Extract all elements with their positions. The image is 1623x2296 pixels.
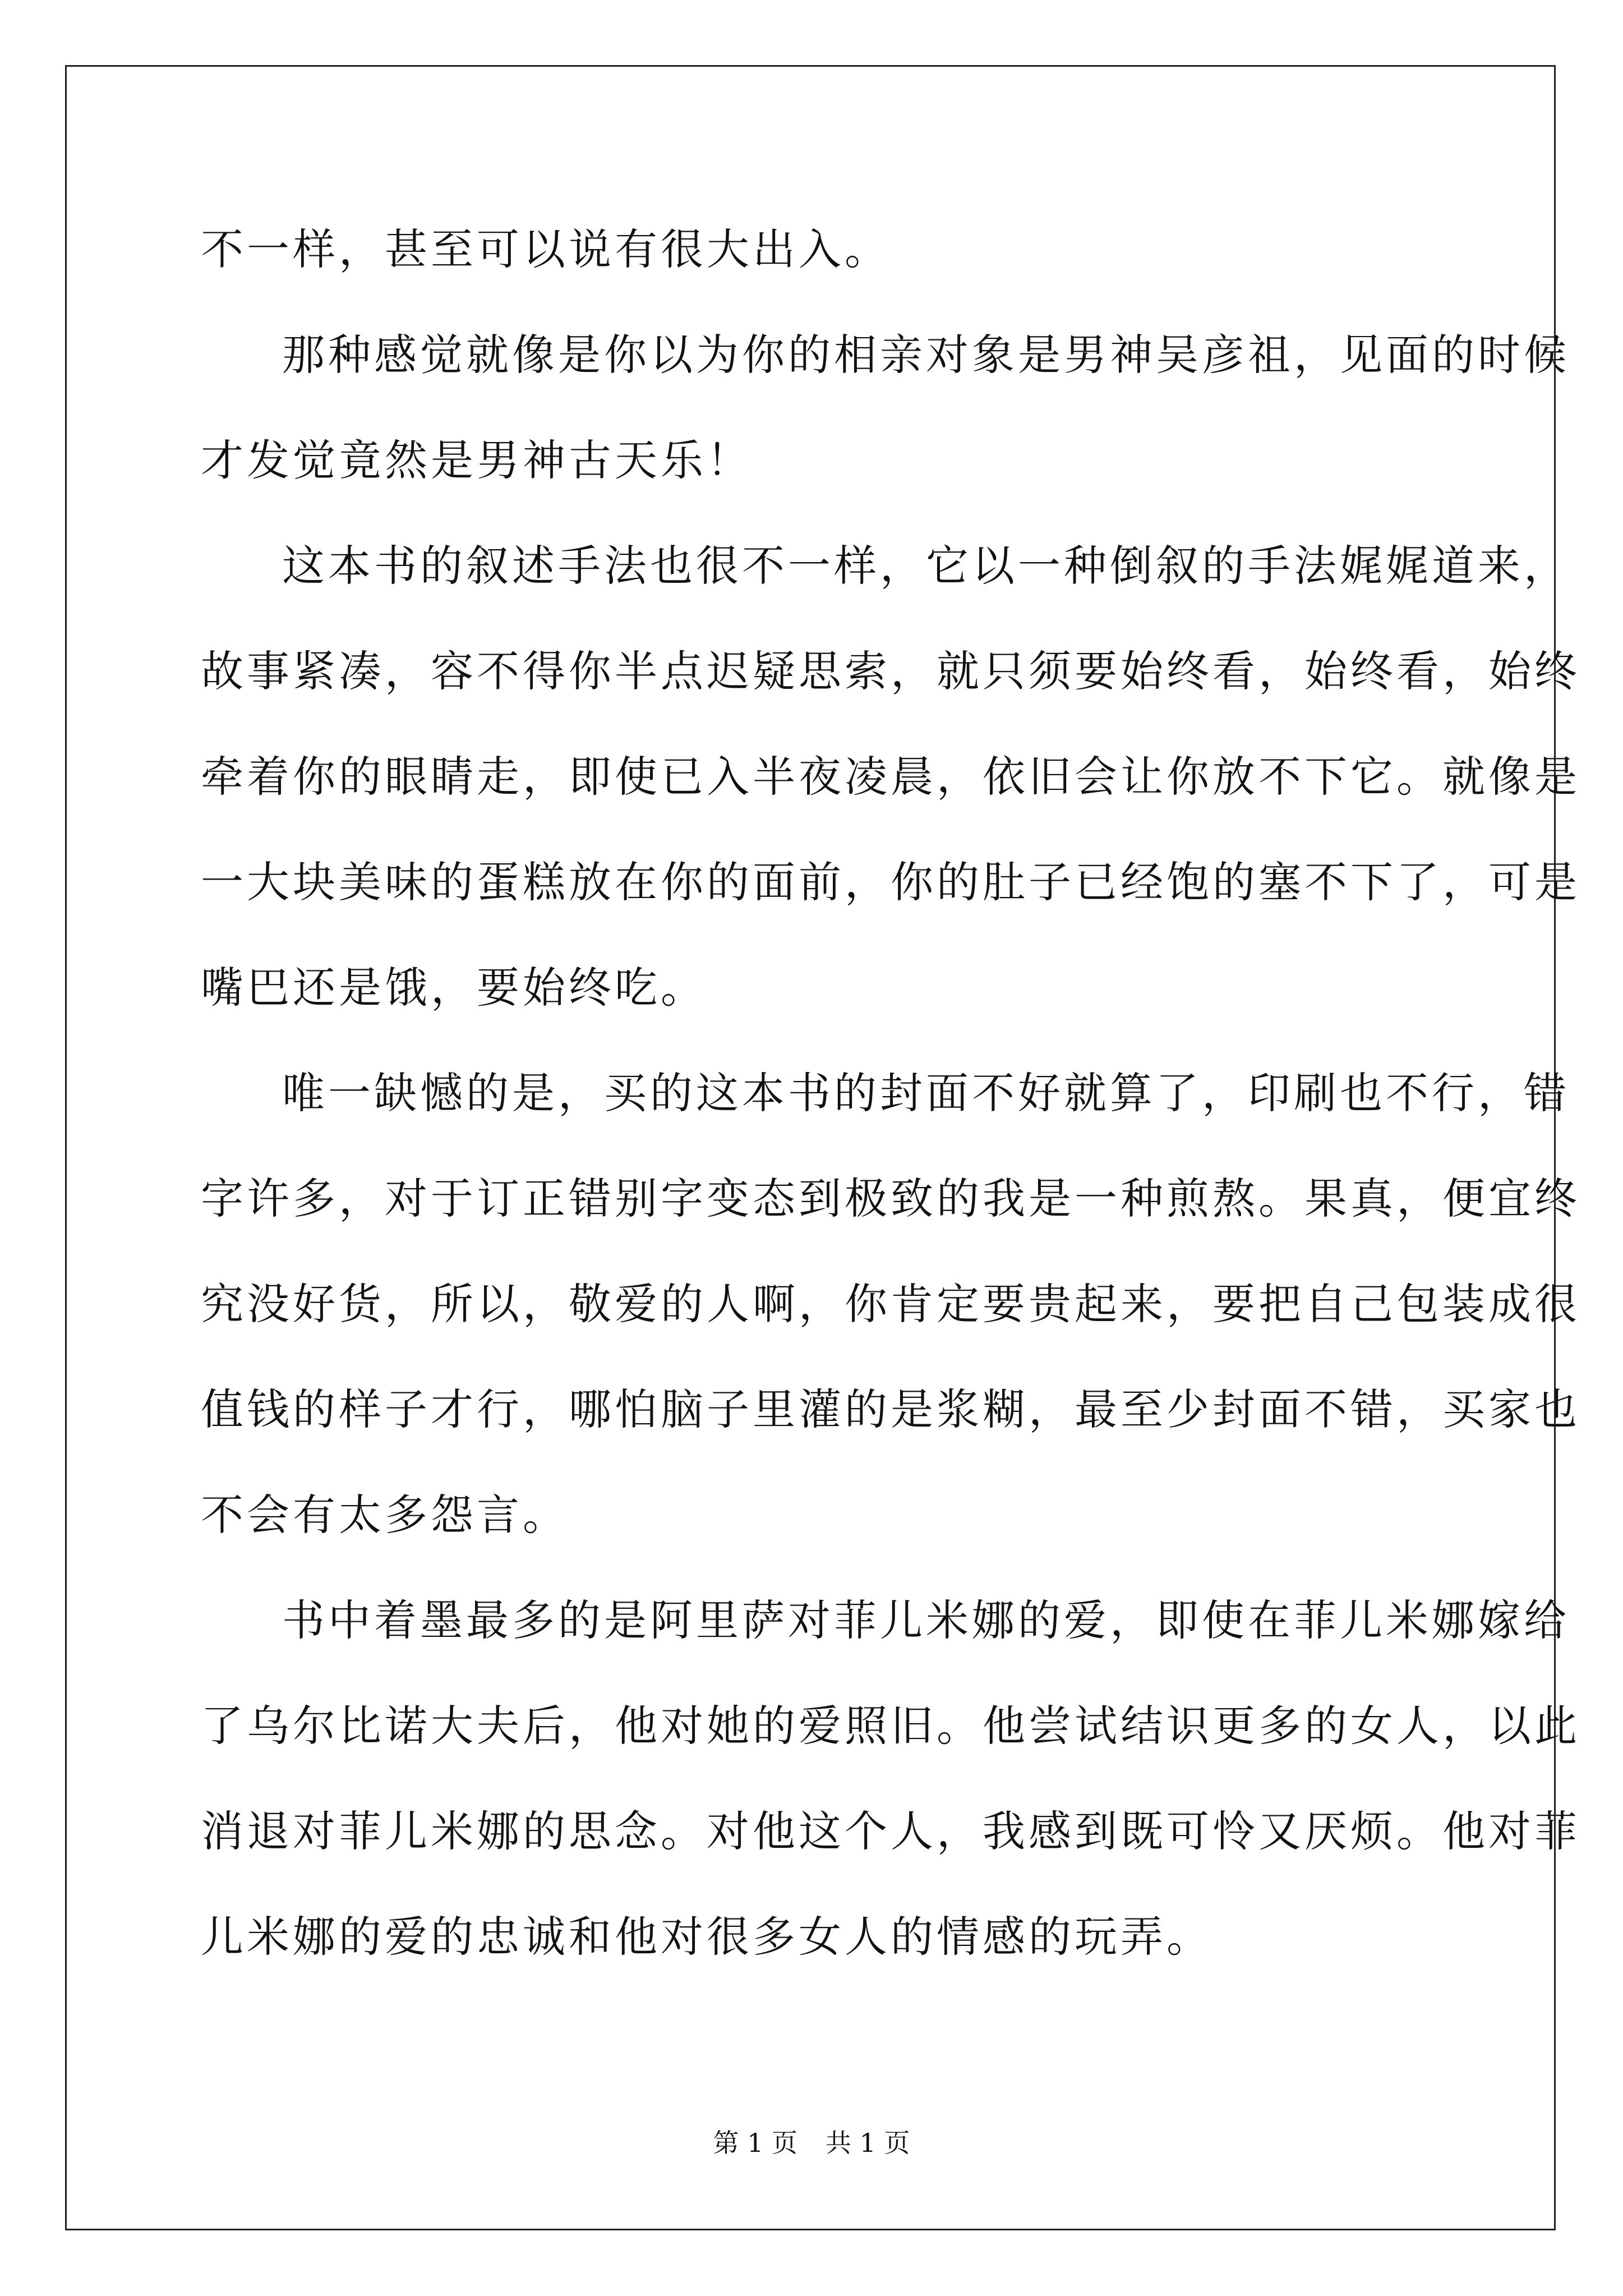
text-line: 嘴巴还是饿，要始终吃。 [201, 963, 707, 1013]
text-line: 了乌尔比诺大夫后，他对她的爱照旧。他尝试结识更多的女人，以此 [201, 1701, 1580, 1751]
page-footer [0, 2126, 1623, 2160]
text-line: 字许多，对于订正错别字变态到极致的我是一种煎熬。果真，便宜终 [201, 1174, 1580, 1223]
text-line: 书中着墨最多的是阿里萨对菲儿米娜的爱，即使在菲儿米娜嫁给 [282, 1595, 1570, 1645]
text-line: 那种感觉就像是你以为你的相亲对象是男神吴彦祖，见面的时候 [282, 330, 1570, 380]
text-line: 才发觉竟然是男神古天乐！ [201, 435, 753, 485]
text-line: 不会有太多怨言。 [201, 1490, 569, 1540]
text-line: 故事紧凑，容不得你半点迟疑思索，就只须要始终看，始终看，始终 [201, 646, 1580, 696]
page-total: 共 1 页 [826, 2128, 910, 2158]
text-line: 儿米娜的爱的忠诚和他对很多女人的情感的玩弄。 [201, 1912, 1212, 1962]
text-line: 一大块美味的蛋糕放在你的面前，你的肚子已经饱的塞不下了，可是 [201, 857, 1580, 907]
text-line: 唯一缺憾的是，买的这本书的封面不好就算了，印刷也不行，错 [282, 1068, 1570, 1118]
text-line: 消退对菲儿米娜的思念。对他这个人，我感到既可怜又厌烦。他对菲 [201, 1806, 1580, 1856]
text-line: 这本书的叙述手法也很不一样，它以一种倒叙的手法娓娓道来， [282, 541, 1570, 591]
text-line: 值钱的样子才行，哪怕脑子里灌的是浆糊，最至少封面不错，买家也 [201, 1384, 1580, 1434]
text-line: 不一样，甚至可以说有很大出入。 [201, 224, 891, 274]
text-line: 究没好货，所以，敬爱的人啊，你肯定要贵起来，要把自己包装成很 [201, 1279, 1580, 1329]
text-line: 牵着你的眼睛走，即使已入半夜凌晨，依旧会让你放不下它。就像是 [201, 752, 1580, 802]
page-number: 第 1 页 [713, 2128, 797, 2158]
